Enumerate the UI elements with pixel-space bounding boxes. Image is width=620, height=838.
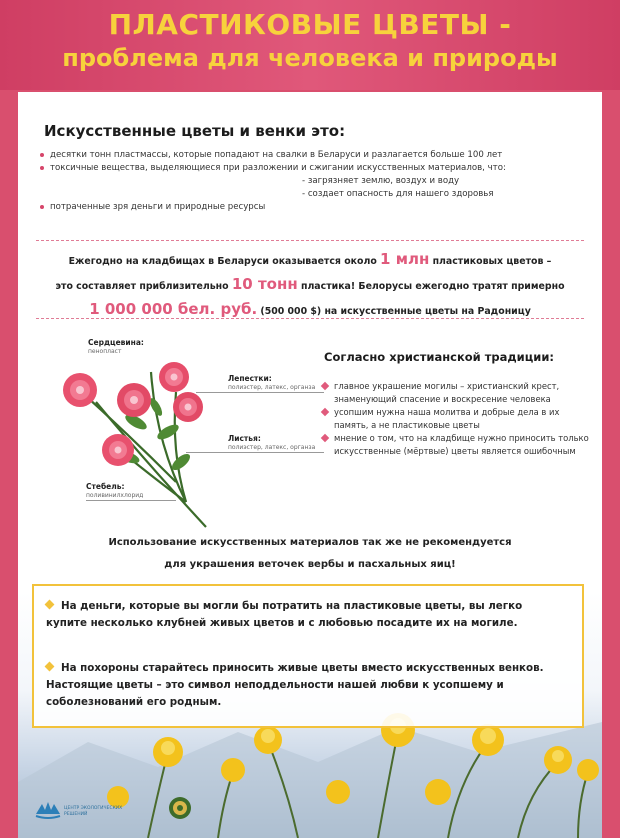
list-item: десятки тонн пластмассы, которые попадают на свалки в Беларуси и разлагается больше 100 лет [40,150,585,163]
eco-center-logo-text: ЦЕНТР ЭКОЛОГИЧЕСКИХ РЕШЕНИЙ [64,806,123,817]
artificial-flower-diagram [36,332,326,532]
bullet-icon [40,205,44,209]
list-item: усопшим нужна наша молитва и добрые дела в их память, а не пластиковые цветы [322,406,592,432]
tradition-title: Согласно христианской традиции: [324,350,554,364]
stat-highlight: 1 млн [380,250,430,268]
stem-pointer [86,500,176,501]
statistics-block: Ежегодно на кладбищах в Беларуси оказывается около 1 млн пластиковых цветов – это составляет приблизительно 10 тонн пластика! Белорусы ежегодно тратят примерно 1 000 000 бел. руб. (500 000 $) на искусственные цветы на Радоницу [55,250,565,318]
tradition-list [322,380,592,458]
stem-label: Стебель: [86,482,125,491]
diamond-bullet-icon [321,408,329,416]
diamond-bullet-icon [45,600,55,610]
advice-paragraph: На деньги, которые вы могли бы потратить на пластиковые цветы, вы легко купите несколько клубней живых цветов и с любовью посадите их на могиле. [46,600,523,629]
stem-material: поливинилхлорид [86,492,144,499]
divider [36,240,584,241]
poster-subtitle: проблема для человека и природы [62,44,558,72]
artificial-flower-image [36,332,326,532]
diamond-bullet-icon [321,382,329,390]
leaves-pointer [186,452,324,453]
bullet-icon [40,166,44,170]
list-item: мнение о том, что на кладбище нужно приносить только искусственные (мёртвые) цветы является ошибочным [322,432,592,458]
notice-text: Использование искусственных материалов так же не рекомендуется для украшения веточек вербы и пасхальных яиц! [108,537,512,570]
petals-pointer [196,392,324,393]
poster-title: ПЛАСТИКОВЫЕ ЦВЕТЫ - [108,8,512,41]
advice-box [32,584,584,728]
diamond-bullet-icon [45,662,55,672]
core-label: Сердцевина: [88,338,144,347]
content-card [18,92,602,838]
list-item: токсичные вещества, выделяющиеся при разложении и сжигании искусственных материалов, что: [40,163,585,176]
divider [36,318,584,319]
diamond-bullet-icon [321,434,329,442]
list-item: потраченные зря деньги и природные ресурсы [40,202,585,215]
emblem-logo-icon [168,796,192,820]
section-title: Искусственные цветы и венки это: [44,122,346,140]
petals-label: Лепестки: [228,374,272,383]
advice-paragraph: На похороны старайтесь приносить живые цветы вместо искусственных венков. Настоящие цветы – это символ неподдельности нашей любви к усопшему и соболезнований его родным. [46,662,544,708]
list-item: главное украшение могилы – христианский крест, знаменующий спасение и воскресение человека [322,380,592,406]
petals-material: полиэстер, латекс, органза [228,384,316,391]
eco-center-logo-icon [34,800,62,820]
leaves-label: Листья: [228,434,261,443]
header-banner [0,0,620,90]
list-item: - загрязняет землю, воздух и воду [302,176,460,186]
list-item: - создает опасность для нашего здоровья [302,189,494,199]
core-material: пенопласт [88,348,122,355]
facts-bullet-list [40,150,585,215]
bullet-icon [40,153,44,157]
stat-highlight: 10 тонн [231,275,298,293]
leaves-material: полиэстер, латекс, органза [228,444,316,451]
stat-highlight: 1 000 000 бел. руб. [89,300,258,318]
